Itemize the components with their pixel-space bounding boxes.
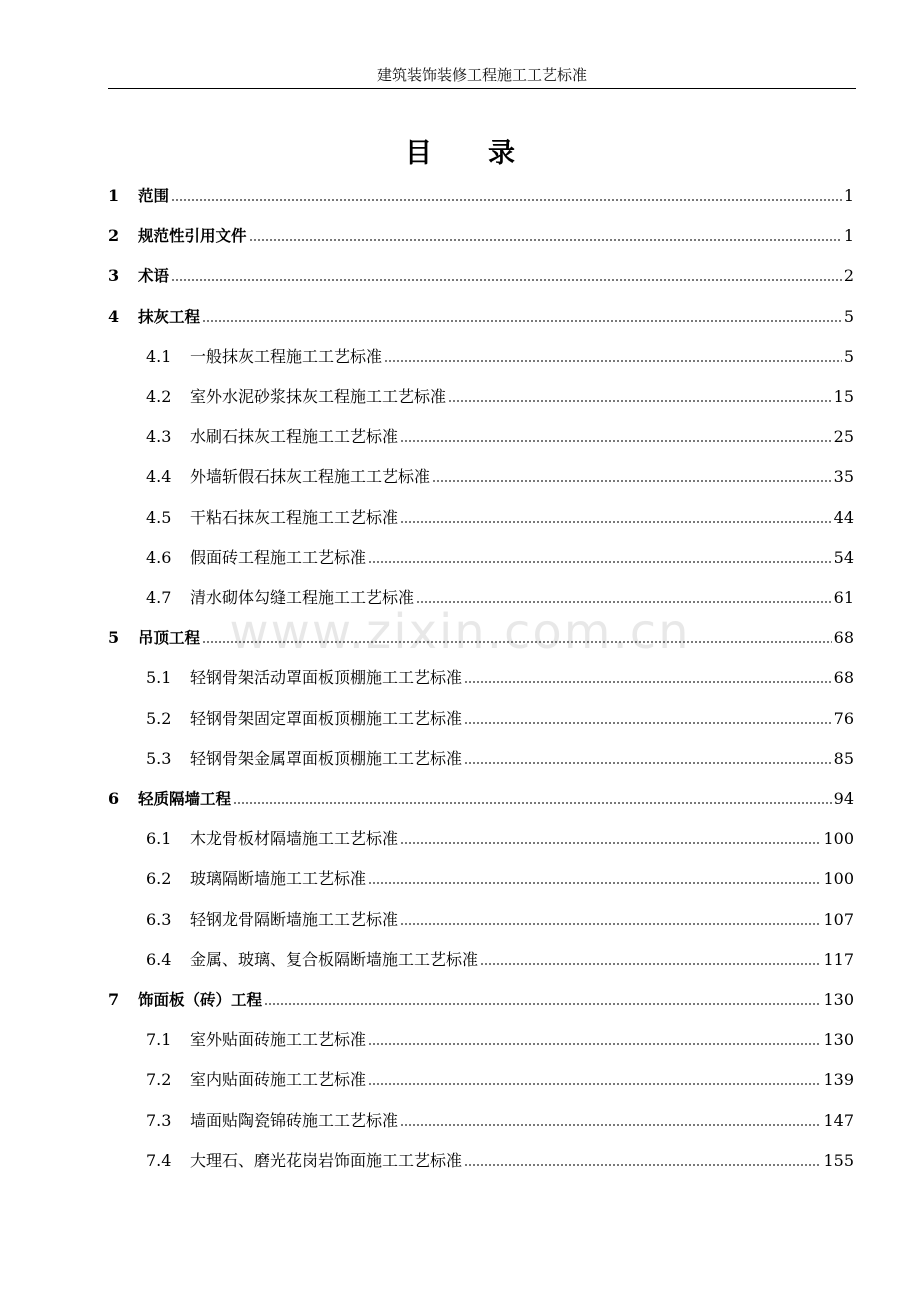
toc-page-number: 117 bbox=[823, 949, 854, 969]
toc-entry-number: 6.2 bbox=[146, 869, 172, 889]
toc-page-number: 5 bbox=[843, 346, 854, 366]
toc-entry-label: 清水砌体勾缝工程施工工艺标准 bbox=[190, 588, 415, 607]
toc-dot-leader bbox=[368, 882, 821, 884]
toc-entry-label: 假面砖工程施工工艺标准 bbox=[190, 547, 367, 567]
toc-entry-label: 轻质隔墙工程 bbox=[138, 790, 232, 808]
toc-dot-leader bbox=[171, 279, 842, 281]
toc-dot-leader bbox=[368, 1083, 821, 1085]
watermark: www.zixin.com.cn bbox=[229, 604, 691, 660]
toc-dot-leader bbox=[480, 963, 821, 965]
toc-entry-label: 外墙斩假石抹灰工程施工工艺标准 bbox=[190, 467, 431, 487]
toc-page-number: 68 bbox=[833, 668, 854, 688]
toc-entry-label: 室外贴面砖施工工艺标准 bbox=[190, 1030, 367, 1050]
toc-dot-leader bbox=[464, 1164, 821, 1166]
toc-chapter-entry[interactable] bbox=[108, 176, 854, 216]
toc-section-entry[interactable] bbox=[146, 1060, 854, 1100]
toc-dot-leader bbox=[249, 239, 842, 241]
toc-page-number: 155 bbox=[823, 1150, 854, 1170]
toc-page-number: 61 bbox=[833, 588, 854, 607]
toc-chapter-entry[interactable] bbox=[108, 980, 854, 1020]
toc-section-entry[interactable] bbox=[146, 377, 854, 417]
toc-page-number: 35 bbox=[833, 467, 854, 487]
toc-entry-number: 1 bbox=[108, 186, 120, 205]
toc-section-entry[interactable] bbox=[146, 538, 854, 578]
toc-page-number: 5 bbox=[843, 306, 854, 326]
toc-entry-label: 玻璃隔断墙施工工艺标准 bbox=[190, 869, 367, 889]
toc-chapter-entry[interactable] bbox=[108, 779, 854, 819]
toc-page-number: 100 bbox=[823, 829, 854, 849]
toc-entry-label: 抹灰工程 bbox=[138, 307, 201, 326]
toc-page-number: 94 bbox=[833, 789, 854, 808]
toc-entry-label: 轻钢骨架活动罩面板顶棚施工工艺标准 bbox=[190, 668, 463, 688]
toc-section-entry[interactable] bbox=[146, 658, 854, 698]
toc-page-number: 1 bbox=[843, 226, 854, 246]
toc-entry-label: 大理石、磨光花岗岩饰面施工工艺标准 bbox=[190, 1150, 463, 1170]
toc-section-entry[interactable] bbox=[146, 1020, 854, 1060]
toc-entry-number: 5.3 bbox=[146, 748, 172, 768]
toc-entry-label: 轻钢骨架固定罩面板顶棚施工工艺标准 bbox=[190, 708, 463, 728]
page-title: 目录 bbox=[405, 138, 571, 169]
toc-section-entry[interactable] bbox=[146, 819, 854, 859]
toc-entry-label: 水刷石抹灰工程施工工艺标准 bbox=[190, 427, 399, 447]
toc-page-number: 15 bbox=[833, 387, 854, 406]
toc-entry-number: 7.1 bbox=[146, 1030, 172, 1050]
toc-entry-number: 2 bbox=[108, 226, 120, 246]
toc-page-number: 100 bbox=[823, 869, 854, 889]
toc-page-number: 68 bbox=[833, 628, 854, 648]
toc-section-entry[interactable] bbox=[146, 699, 854, 739]
toc-dot-leader bbox=[202, 320, 842, 322]
toc-entry-number: 4.1 bbox=[146, 346, 172, 366]
toc-entry-label: 金属、玻璃、复合板隔断墙施工工艺标准 bbox=[190, 949, 479, 969]
toc-dot-leader bbox=[368, 1043, 821, 1045]
toc-section-entry[interactable] bbox=[146, 1141, 854, 1181]
toc-entry-number: 7.2 bbox=[146, 1070, 172, 1090]
toc-section-entry[interactable] bbox=[146, 1101, 854, 1141]
toc-dot-leader bbox=[416, 601, 832, 603]
toc-section-entry[interactable] bbox=[146, 578, 854, 618]
toc-entry-number: 7 bbox=[108, 990, 120, 1009]
toc-entry-label: 干粘石抹灰工程施工工艺标准 bbox=[190, 507, 399, 527]
toc-dot-leader bbox=[400, 1124, 821, 1126]
toc-dot-leader bbox=[400, 440, 832, 442]
toc-entry-label: 吊顶工程 bbox=[138, 629, 201, 648]
toc-section-entry[interactable] bbox=[146, 739, 854, 779]
toc-dot-leader bbox=[400, 923, 821, 925]
toc-dot-leader bbox=[384, 360, 842, 362]
toc-entry-number: 3 bbox=[108, 266, 120, 286]
toc-entry-label: 轻钢骨架金属罩面板顶棚施工工艺标准 bbox=[190, 748, 463, 768]
toc-entry-label: 范围 bbox=[138, 187, 170, 205]
toc-entry-label: 术语 bbox=[138, 267, 170, 286]
toc-page-number: 44 bbox=[833, 507, 854, 527]
toc-chapter-entry[interactable] bbox=[108, 216, 854, 256]
toc-entry-number: 5.2 bbox=[146, 708, 172, 728]
toc-chapter-entry[interactable] bbox=[108, 618, 854, 658]
toc-page-number: 107 bbox=[823, 909, 854, 929]
toc-page-number: 85 bbox=[833, 748, 854, 768]
toc-entry-number: 6.3 bbox=[146, 909, 172, 929]
toc-entry-number: 4.2 bbox=[146, 387, 172, 406]
toc-entry-label: 一般抹灰工程施工工艺标准 bbox=[190, 346, 383, 366]
toc-entry-number: 6.1 bbox=[146, 829, 172, 849]
toc-entry-number: 4.3 bbox=[146, 427, 172, 447]
toc-dot-leader bbox=[400, 521, 832, 523]
toc-entry-label: 规范性引用文件 bbox=[138, 227, 247, 246]
toc-dot-leader bbox=[233, 802, 832, 804]
toc-dot-leader bbox=[464, 681, 832, 683]
toc-chapter-entry[interactable] bbox=[108, 297, 854, 337]
toc-entry-number: 4.5 bbox=[146, 507, 172, 527]
toc-entry-number: 7.3 bbox=[146, 1110, 172, 1130]
toc-section-entry[interactable] bbox=[146, 337, 854, 377]
toc-dot-leader bbox=[432, 480, 832, 482]
header-rule bbox=[108, 88, 856, 89]
toc-page-number: 130 bbox=[823, 1030, 854, 1050]
toc-chapter-entry[interactable] bbox=[108, 256, 854, 296]
toc-section-entry[interactable] bbox=[146, 900, 854, 940]
toc-entry-number: 6.4 bbox=[146, 949, 172, 969]
toc-dot-leader bbox=[202, 641, 832, 643]
toc-entry-number: 4.4 bbox=[146, 467, 172, 487]
toc-dot-leader bbox=[264, 1003, 821, 1005]
toc-dot-leader bbox=[171, 199, 842, 201]
toc-entry-number: 4.6 bbox=[146, 547, 172, 567]
toc-entry-number: 5 bbox=[108, 628, 120, 648]
toc-dot-leader bbox=[368, 561, 832, 563]
toc-page-number: 1 bbox=[843, 186, 854, 205]
toc-entry-label: 室内贴面砖施工工艺标准 bbox=[190, 1070, 367, 1090]
toc-section-entry[interactable] bbox=[146, 457, 854, 497]
toc-dot-leader bbox=[464, 762, 832, 764]
toc-entry-label: 墙面贴陶瓷锦砖施工工艺标准 bbox=[190, 1110, 399, 1130]
toc-section-entry[interactable] bbox=[146, 417, 854, 457]
toc-page-number: 2 bbox=[843, 266, 854, 286]
toc-entry-number: 4 bbox=[108, 306, 120, 326]
toc-dot-leader bbox=[448, 400, 832, 402]
toc-section-entry[interactable] bbox=[146, 498, 854, 538]
toc-page-number: 139 bbox=[823, 1070, 854, 1090]
toc-page-number: 25 bbox=[833, 427, 854, 447]
toc-dot-leader bbox=[464, 722, 832, 724]
toc-page-number: 76 bbox=[833, 708, 854, 728]
toc-dot-leader bbox=[400, 842, 821, 844]
toc-page-number: 130 bbox=[823, 990, 854, 1009]
toc-entry-label: 室外水泥砂浆抹灰工程施工工艺标准 bbox=[190, 387, 447, 406]
toc-entry-number: 4.7 bbox=[146, 588, 172, 607]
toc-entry-number: 5.1 bbox=[146, 668, 172, 688]
toc-entry-number: 6 bbox=[108, 789, 120, 808]
toc-entry-label: 饰面板（砖）工程 bbox=[138, 991, 263, 1009]
toc-entry-number: 7.4 bbox=[146, 1150, 172, 1170]
toc-section-entry[interactable] bbox=[146, 859, 854, 899]
running-header: 建筑装饰装修工程施工工艺标准 bbox=[376, 66, 587, 84]
toc-page-number: 54 bbox=[833, 547, 854, 567]
toc-entry-label: 木龙骨板材隔墙施工工艺标准 bbox=[190, 829, 399, 849]
toc-entry-label: 轻钢龙骨隔断墙施工工艺标准 bbox=[190, 909, 399, 929]
toc-section-entry[interactable] bbox=[146, 940, 854, 980]
toc-page-number: 147 bbox=[823, 1110, 854, 1130]
